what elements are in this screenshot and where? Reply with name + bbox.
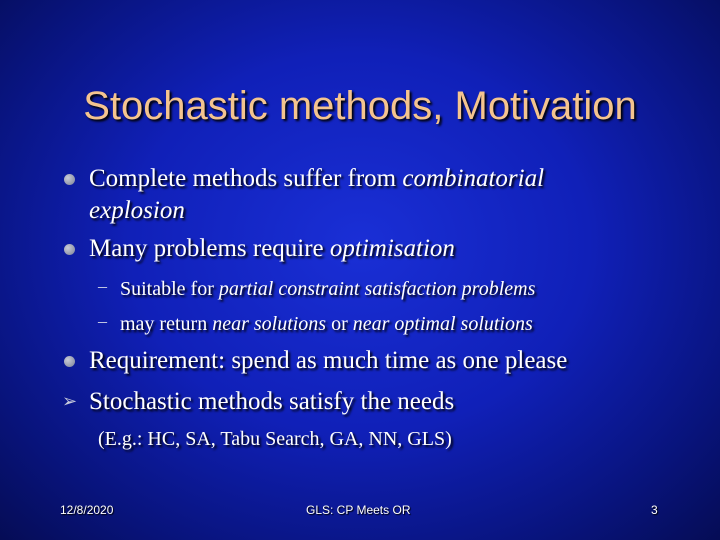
- dot-bullet-icon: [64, 174, 75, 185]
- slide-title: Stochastic methods, Motivation: [83, 84, 637, 128]
- examples-note: (E.g.: HC, SA, Tabu Search, GA, NN, GLS): [98, 428, 452, 450]
- arrow-bullet-icon: ➢: [62, 391, 78, 411]
- dash-bullet-icon: –: [98, 311, 107, 331]
- bullet-requirement: Requirement: spend as much time as one please: [89, 347, 568, 374]
- footer-date: 12/8/2020: [60, 503, 114, 517]
- footer-title: GLS: CP Meets OR: [306, 503, 411, 517]
- dot-bullet-icon: [64, 244, 75, 255]
- subbullet-suitable: Suitable for partial constraint satisfaction problems: [120, 278, 536, 300]
- subbullet-may-return: may return near solutions or near optimal solutions: [120, 313, 533, 335]
- bullet-many-problems: Many problems require optimisation: [89, 235, 455, 262]
- bullet-complete-methods: Complete methods suffer from combinatorial: [89, 165, 545, 192]
- bullet-stochastic-satisfy: Stochastic methods satisfy the needs: [89, 388, 455, 415]
- page-number: 3: [651, 503, 658, 517]
- dot-bullet-icon: [64, 356, 75, 367]
- dash-bullet-icon: –: [98, 276, 107, 296]
- bullet-complete-methods-cont: explosion: [89, 197, 185, 224]
